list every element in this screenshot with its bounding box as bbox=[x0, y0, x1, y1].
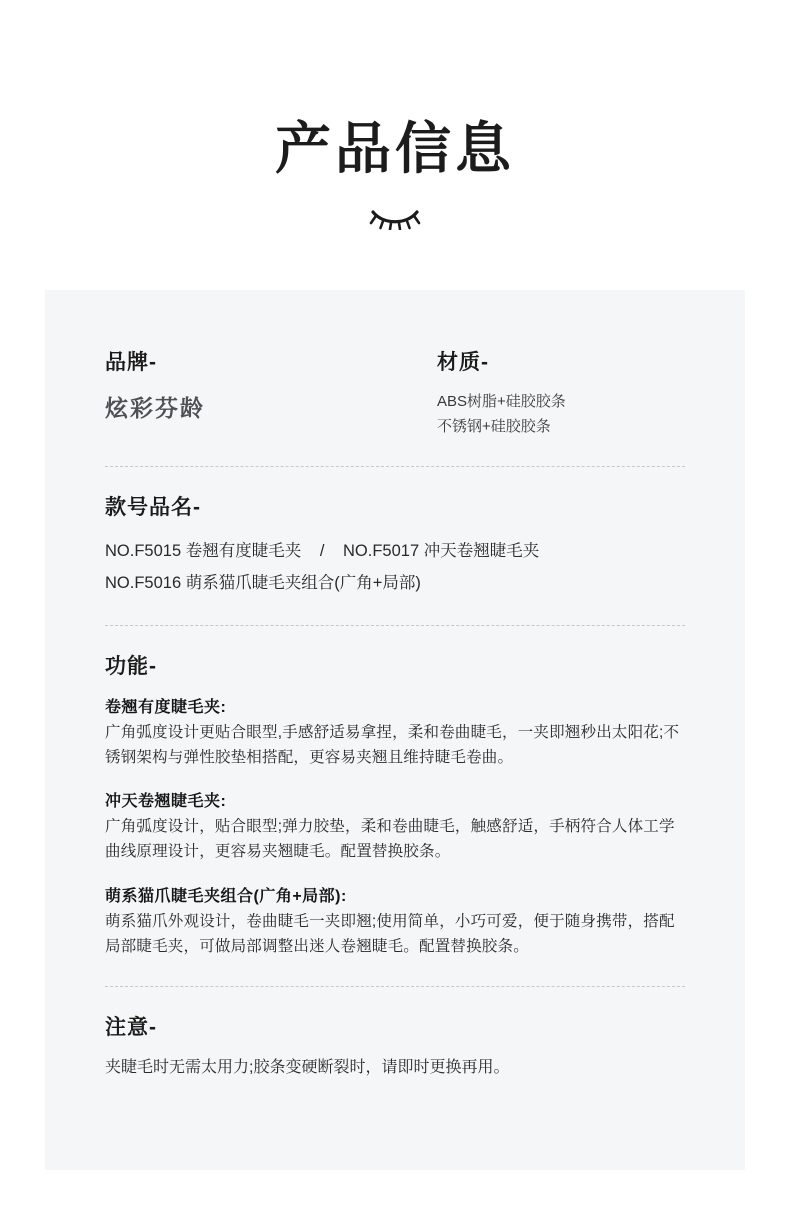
note-text: 夹睫毛时无需太用力;胶条变硬断裂时，请即时更换再用。 bbox=[105, 1058, 510, 1076]
title-block bbox=[0, 0, 790, 232]
product-info-card bbox=[45, 290, 745, 1170]
model-values bbox=[105, 535, 685, 599]
function-item-desc: 广角弧度设计，贴合眼型;弹力胶垫，柔和卷曲睫毛，触感舒适，手柄符合人体工学曲线原理设计，更容易夹翘睫毛。配置替换胶条。 bbox=[105, 818, 675, 861]
function-item-name: 冲天卷翘睫毛夹: bbox=[105, 793, 227, 811]
eyelash-icon bbox=[0, 202, 790, 232]
model-item-f5015: NO.F5015 卷翘有度睫毛夹 bbox=[105, 541, 302, 560]
function-item bbox=[105, 788, 685, 865]
note-block bbox=[105, 1011, 685, 1081]
brand-label: 品牌- bbox=[105, 351, 157, 374]
function-label: 功能- bbox=[105, 654, 157, 678]
function-item bbox=[105, 883, 685, 960]
model-line-2: NO.F5016 萌系猫爪睫毛夹组合(广角+局部) bbox=[105, 573, 421, 592]
material-values bbox=[437, 390, 685, 440]
function-item-desc: 萌系猫爪外观设计，卷曲睫毛一夹即翘;使用简单，小巧可爱，便于随身携带，搭配局部睫毛夹，可做局部调整出迷人卷翘睫毛。配置替换胶条。 bbox=[105, 913, 675, 955]
model-separator: / bbox=[319, 541, 325, 560]
model-label: 款号品名- bbox=[105, 495, 201, 519]
model-line-1 bbox=[105, 535, 685, 567]
brand-value: 炫彩芬龄 bbox=[105, 395, 205, 421]
divider-3 bbox=[105, 986, 685, 987]
model-item-f5017: NO.F5017 冲天卷翘睫毛夹 bbox=[343, 541, 540, 560]
material-line-1: ABS树脂+硅胶胶条 bbox=[437, 393, 566, 410]
page-title: 产品信息 bbox=[275, 117, 515, 180]
function-item bbox=[105, 694, 685, 771]
function-item-name: 萌系猫爪睫毛夹组合(广角+局部): bbox=[105, 888, 347, 906]
note-label: 注意- bbox=[105, 1015, 157, 1039]
material-label: 材质- bbox=[437, 351, 489, 374]
function-item-name: 卷翘有度睫毛夹: bbox=[105, 698, 227, 716]
brand-material-row bbox=[105, 346, 685, 440]
material-line-2: 不锈钢+硅胶胶条 bbox=[437, 417, 551, 435]
model-block bbox=[105, 491, 685, 599]
divider-2 bbox=[105, 625, 685, 626]
material-block bbox=[437, 346, 685, 440]
brand-block bbox=[105, 346, 437, 423]
function-block bbox=[105, 650, 685, 960]
divider-1 bbox=[105, 466, 685, 467]
function-item-desc: 广角弧度设计更贴合眼型,手感舒适易拿捏，柔和卷曲睫毛，一夹即翘秒出太阳花;不锈钢架构与弹性胶垫相搭配，更容易夹翘且维持睫毛卷曲。 bbox=[105, 723, 680, 766]
